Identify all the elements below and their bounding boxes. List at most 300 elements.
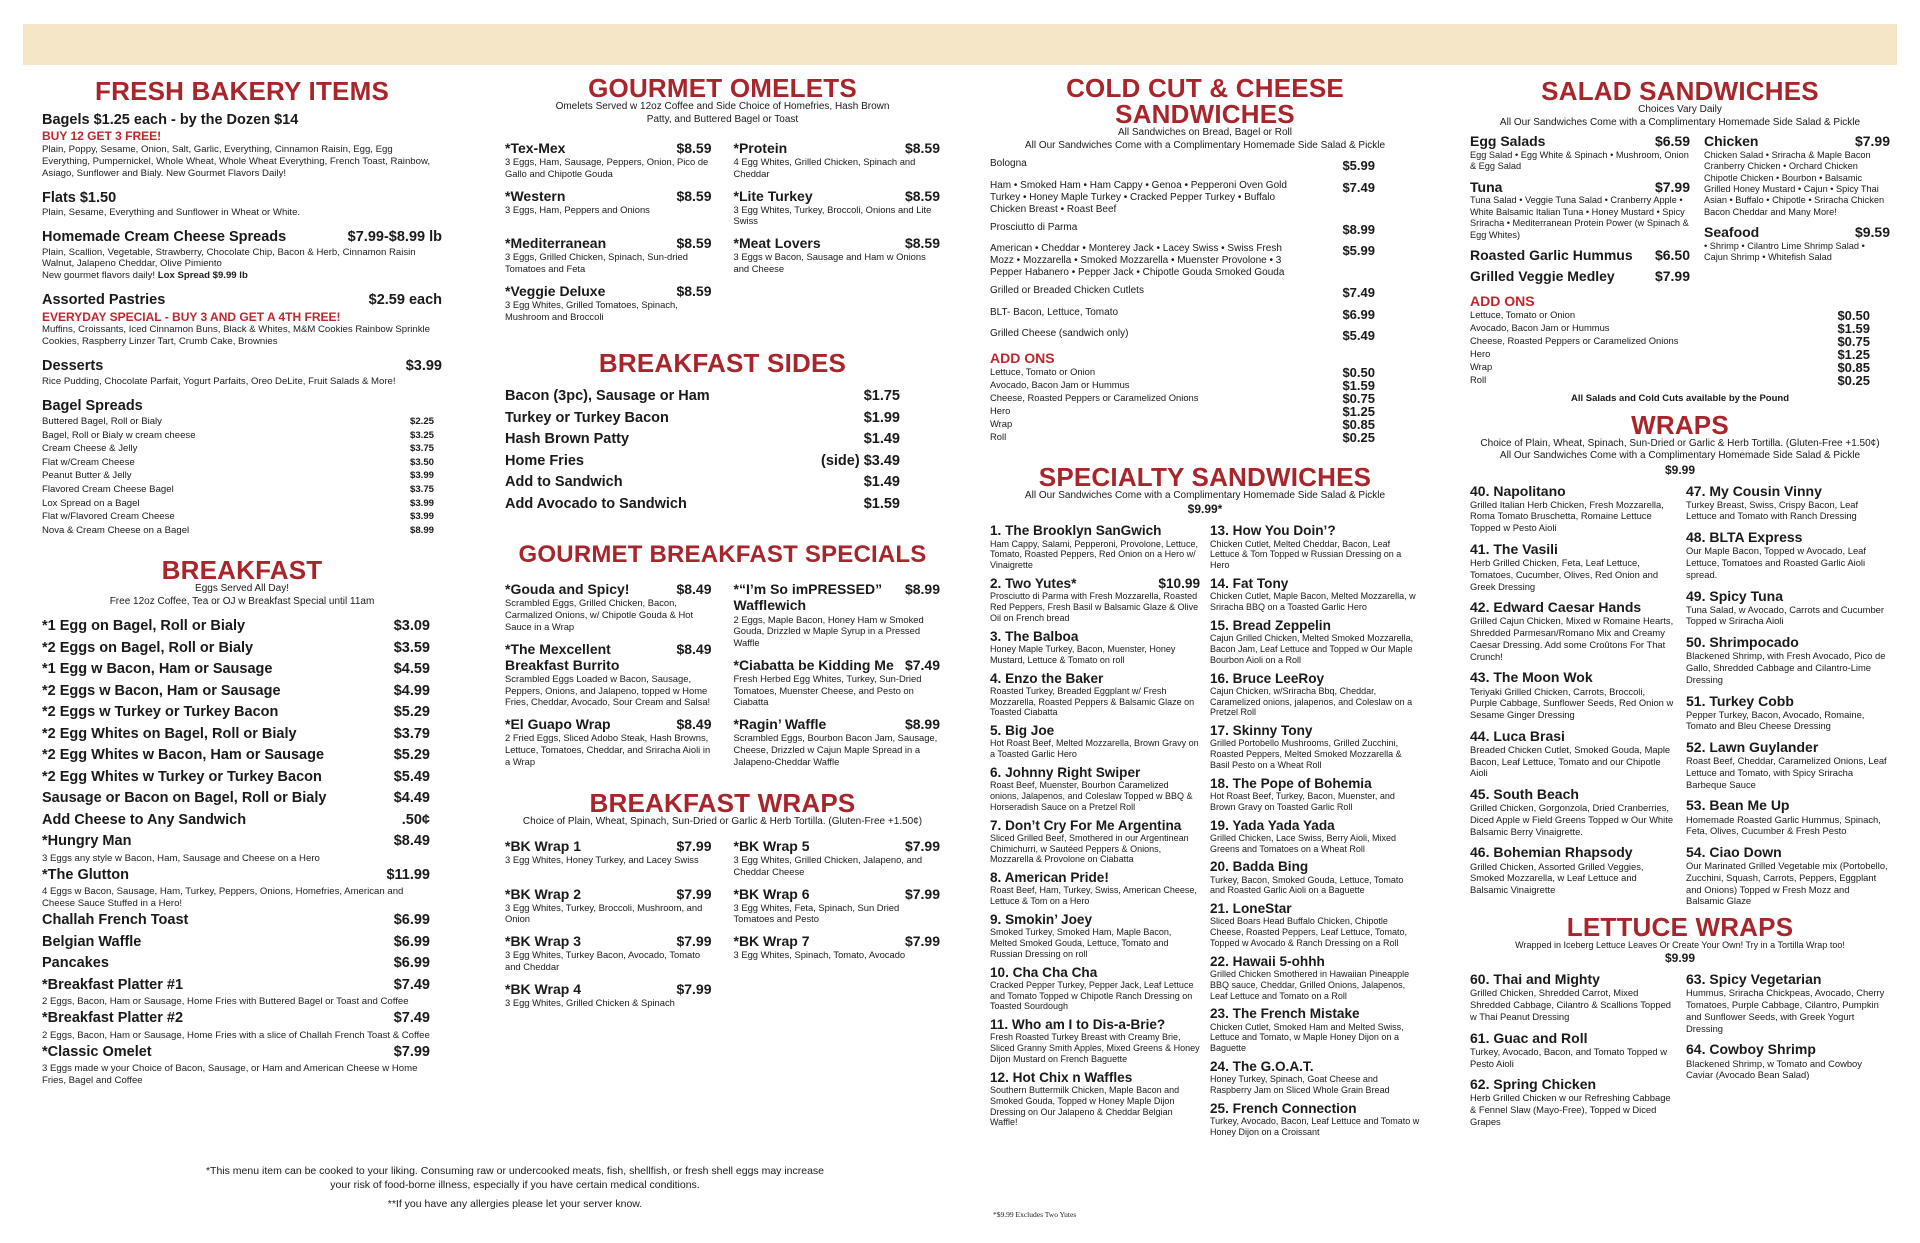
wrap-desc: Grilled Chicken, Gorgonzola, Dried Cranberries, Diced Apple w Field Greens Topped w Our White Balsamic Berry Vinaigrette.	[1470, 802, 1674, 837]
omelet-item	[505, 140, 712, 180]
breakfast-item	[42, 1042, 430, 1064]
special-name: *El Guapo Wrap	[505, 716, 611, 733]
wrap-item	[1470, 786, 1674, 837]
coldcut-item	[990, 180, 1375, 216]
specialty-name: 8. American Pride!	[990, 870, 1109, 886]
omelet-desc: 3 Egg Whites, Grilled Tomatoes, Spinach, Mushroom and Broccoli	[505, 298, 678, 322]
addon-name: Wrap	[1470, 360, 1493, 372]
salad-price: $7.99	[1654, 178, 1690, 195]
breakfast-item-price: $3.59	[393, 639, 430, 656]
side-item	[505, 472, 900, 494]
coldcut-price: $5.49	[1342, 328, 1375, 344]
specialty-desc: Grilled Chicken Smothered in Hawaiian Pineapple BBQ sauce, Cheddar, Grilled Onions, Jalapenos, Leaf Lettuce and Tomato on a Roll	[1210, 968, 1410, 1001]
specialty-desc: Honey Turkey, Spinach, Goat Cheese and Raspberry Jam on Sliced Whole Grain Bread	[1210, 1074, 1390, 1095]
breakfast-item	[42, 831, 430, 853]
bk-wrap-price: $7.99	[676, 980, 712, 997]
specialty-item	[990, 965, 1200, 1013]
breakfast-item-price: $4.59	[393, 661, 430, 678]
spread-price: $2.25	[409, 415, 434, 427]
specialty-item	[990, 576, 1200, 624]
spreads-heading	[42, 229, 442, 246]
bk-wrap-desc: 3 Egg Whites, Turkey, Broccoli, Mushroom, and Onion	[505, 901, 703, 925]
spread-name: Flat w/Flavored Cream Cheese	[42, 511, 175, 523]
coldcut-item	[990, 222, 1375, 238]
specialty-item	[990, 912, 1200, 960]
bk-wrap-name: *BK Wrap 7	[733, 933, 810, 950]
breakfast-item	[42, 638, 430, 660]
specialty-desc: Honey Maple Turkey, Bacon, Muenster, Honey Mustard, Lettuce & Tomato on roll	[990, 643, 1176, 665]
breakfast-item-price: $4.49	[393, 790, 430, 807]
coldcut-price: $5.99	[1342, 243, 1375, 259]
column-salads-wraps	[1470, 70, 1890, 1135]
side-item	[505, 494, 900, 516]
breakfast-item-name: Challah French Toast	[42, 912, 189, 929]
breakfast-item-name: Belgian Waffle	[42, 933, 142, 950]
special-item	[505, 716, 712, 767]
spread-name: Flat w/Cream Cheese	[42, 456, 135, 468]
bk-wrap-price: $7.99	[676, 933, 712, 950]
specialty-item	[990, 723, 1200, 760]
omelet-item	[505, 283, 712, 323]
specialty-desc: Cracked Pepper Turkey, Pepper Jack, Leaf Lettuce and Tomato Topped w Chipotle Ranch Dressing on Toasted Sourdough	[990, 979, 1194, 1012]
spreads-desc: Plain, Scallion, Vegetable, Strawberry, Chocolate Chip, Bacon & Herb, Cinnamon Raisin Walnut, Jalapeno Cheddar, Olive Pimiento	[42, 246, 416, 270]
specialty-desc: Chicken Cutlet, Smoked Ham and Melted Swiss, Lettuce and Tomato, w Maple Honey Dijon on a Baguette	[1210, 1021, 1404, 1054]
spread-row	[42, 497, 434, 511]
salad-item	[1470, 247, 1690, 264]
spread-row	[42, 483, 434, 497]
coldcut-price: $6.99	[1342, 306, 1375, 322]
breakfast-item	[42, 910, 430, 932]
by-the-pound-note: All Salads and Cold Cuts available by the Pound	[1570, 392, 1789, 404]
bk-wrap-price: $7.99	[904, 885, 940, 902]
flats-name: Flats $1.50	[42, 189, 117, 206]
omelet-price: $8.59	[676, 140, 712, 156]
breakfast-item-price: $3.79	[393, 725, 430, 742]
spreads-note-line	[42, 270, 442, 282]
bk-wrap-name: *BK Wrap 1	[505, 838, 581, 854]
spread-name: Nova & Cream Cheese on a Bagel	[42, 524, 190, 536]
salad-price: $6.50	[1654, 247, 1690, 264]
addon-name: Lettuce, Tomato or Onion	[990, 365, 1096, 377]
bk-wrap-name: *BK Wrap 6	[733, 885, 810, 902]
special-desc: Fresh Herbed Egg Whites, Turkey, Sun-Dried Tomatoes, Muenster Cheese, and Pesto on Ciabatta	[733, 672, 922, 708]
breakfast-item-price: $5.49	[393, 768, 430, 785]
breakfast-item-name: Pancakes	[42, 955, 109, 972]
breakfast-item	[42, 724, 430, 746]
column-sandwiches	[990, 70, 1420, 1143]
salad-desc: Chicken Salad • Sriracha & Maple Bacon Cranberry Chicken • Orchard Chicken Chipotle Chicken • Bourbon • Balsamic Grilled Honey Mustard • Cajun • Spicy Thai Asian • Buffalo • Chipotle • Sriracha Chicken Bacon Cheddar and Many More!	[1704, 149, 1885, 217]
special-desc: 2 Fried Eggs, Sliced Adobo Steak, Hash Browns, Lettuce, Tomatoes, Cheddar, and Sriracha Aioli in a Wrap	[505, 732, 711, 767]
specialty-name: 17. Skinny Tony	[1210, 723, 1313, 739]
coldcut-price: $7.49	[1342, 179, 1375, 195]
omelet-price: $8.59	[904, 187, 940, 204]
specialty-desc: Roasted Turkey, Breaded Eggplant w/ Fresh Mozzarella, Roasted Peppers & Balsamic Glaze on Toasted Ciabatta	[990, 685, 1195, 718]
spread-name: Cream Cheese & Jelly	[42, 443, 138, 455]
specialty-name: 5. Big Joe	[990, 723, 1055, 739]
breakfast-item-desc: 3 Eggs made w your Choice of Bacon, Sausage, or Ham and American Cheese w Home Fries, Bagel and Coffee	[42, 1063, 418, 1087]
spread-row	[42, 469, 434, 483]
addon-name: Avocado, Bacon Jam or Hummus	[1470, 321, 1610, 333]
bk-wrap-name: *BK Wrap 4	[505, 980, 581, 997]
salad-name: Tuna	[1470, 178, 1503, 195]
coldcut-sub1: All Sandwiches on Bread, Bagel or Roll	[1118, 127, 1292, 138]
spreads-price: $7.99-$8.99 lb	[347, 229, 442, 246]
desserts-name: Desserts	[42, 358, 104, 375]
coldcut-item	[990, 243, 1375, 279]
lettuce-wrap-item	[1686, 971, 1890, 1034]
omelet-price: $8.59	[676, 282, 712, 299]
salad-price: $7.99	[1654, 267, 1690, 284]
special-price: $8.49	[676, 581, 712, 598]
special-price: $8.99	[904, 581, 940, 598]
addon-name: Hero	[990, 404, 1011, 416]
addon-price: $0.85	[1342, 416, 1375, 432]
disclaimer-line3: **If you have any allergies please let your server know.	[387, 1198, 643, 1211]
coldcut-title2: SANDWICHES	[1115, 99, 1295, 129]
specialty-item	[1210, 1006, 1420, 1054]
bk-wrap-item	[505, 886, 712, 926]
wrap-name: 53. Bean Me Up	[1686, 797, 1790, 814]
addon-price: $1.59	[1837, 320, 1870, 336]
top-banner	[23, 24, 1897, 65]
coldcut-name: Prosciutto di Parma	[990, 221, 1078, 233]
breakfast-item	[42, 1008, 430, 1030]
specialty-desc: Grilled Portobello Mushrooms, Grilled Zucchini, Roasted Peppers, Melted Smoked Mozzarella & Basil Pesto on a Wheat Roll	[1210, 738, 1402, 770]
specialty-desc: Hot Roast Beef, Turkey, Bacon, Muenster, and Brown Gravy on Toasted Garlic Roll	[1210, 790, 1395, 812]
spread-row	[42, 524, 434, 538]
salad-item	[1704, 133, 1890, 218]
wrap-name: 48. BLTA Express	[1686, 529, 1803, 546]
spread-name: Buttered Bagel, Roll or Bialy	[42, 415, 162, 427]
omelet-price: $8.59	[904, 235, 940, 252]
spread-price: $3.99	[409, 497, 434, 509]
wrap-desc: Roast Beef, Cheddar, Caramelized Onions, Leaf Lettuce and Tomato, with Spicy Sriracha Barbeque Sauce	[1686, 755, 1887, 790]
wraps-sub1: Choice of Plain, Wheat, Spinach, Sun-Dried or Garlic & Herb Tortilla. (Gluten-Free +1.50¢)	[1480, 437, 1880, 449]
addon-row	[990, 379, 1375, 392]
bagels-heading	[42, 112, 442, 129]
addon-row	[990, 405, 1375, 418]
specialty-desc: Turkey, Bacon, Smoked Gouda, Lettuce, Tomato and Roasted Garlic Aioli on a Baguette	[1210, 874, 1404, 896]
specialty-name: 23. The French Mistake	[1210, 1006, 1360, 1022]
specialty-name: 19. Yada Yada Yada	[1210, 817, 1335, 833]
addon-price: $1.25	[1837, 346, 1870, 362]
side-name: Add to Sandwich	[505, 474, 623, 491]
bk-wraps-sub: Choice of Plain, Wheat, Spinach, Sun-Dried or Garlic & Herb Tortilla. (Gluten-Free +1.50¢)	[522, 815, 923, 827]
side-price: $1.99	[863, 409, 900, 426]
pastries-name: Assorted Pastries	[42, 292, 166, 309]
coldcut-price: $8.99	[1342, 221, 1375, 237]
omelet-name: *Protein	[733, 140, 788, 156]
wrap-name: 41. The Vasili	[1470, 540, 1558, 557]
breakfast-item-name: *2 Egg Whites w Bacon, Ham or Sausage	[42, 747, 325, 764]
bakery-title: FRESH BAKERY ITEMS	[95, 76, 389, 106]
addon-name: Wrap	[990, 417, 1013, 429]
column-bakery-breakfast	[42, 70, 442, 1087]
spreads-name: Homemade Cream Cheese Spreads	[42, 229, 287, 246]
disclaimer-line2: your risk of food-borne illness, especially if you have certain medical conditions.	[330, 1178, 700, 1191]
wrap-desc: Grilled Cajun Chicken, Mixed w Romaine Hearts, Shredded Parmesan/Romano Mix and Creamy Caesar Dressing. Add some Croûtons For That Crunch!	[1470, 615, 1674, 662]
lettuce-wrap-name: 62. Spring Chicken	[1470, 1076, 1597, 1093]
bk-wrap-price: $7.99	[904, 838, 940, 854]
spread-row	[42, 442, 434, 456]
addon-row	[990, 431, 1375, 444]
breakfast-sub1: Eggs Served All Day!	[195, 583, 289, 595]
specialty-item	[990, 870, 1200, 907]
salad-desc: • Shrimp • Cilantro Lime Shrimp Salad • Cajun Shrimp • Whitefish Salad	[1704, 241, 1865, 263]
breakfast-item-name: *2 Eggs on Bagel, Roll or Bialy	[42, 639, 254, 656]
bk-wrap-price: $7.99	[676, 838, 712, 854]
specialty-desc: Roast Beef, Ham, Turkey, Swiss, American Cheese, Lettuce & Tom on a Hero	[990, 885, 1197, 907]
salad-item	[1704, 224, 1890, 264]
side-name: Bacon (3pc), Sausage or Ham	[505, 388, 710, 405]
coldcut-name: Grilled or Breaded Chicken Cutlets	[990, 285, 1144, 297]
spread-name: Peanut Butter & Jelly	[42, 470, 132, 482]
bagels-desc: Plain, Poppy, Sesame, Onion, Salt, Garlic, Everything, Cinnamon Raisin, Egg, Egg Everything, Pumpernickel, Whole Wheat, Whole Wheat Everything, French Toast, Rainbow, Asiago, Sunflower and Bialy. New Gourmet Flavors Daily!	[42, 143, 431, 179]
omelet-item	[505, 188, 712, 228]
spread-name: Flavored Cream Cheese Bagel	[42, 484, 174, 496]
wrap-item	[1686, 529, 1890, 580]
omelet-desc: 3 Eggs, Grilled Chicken, Spinach, Sun-dried Tomatoes and Feta	[505, 251, 688, 275]
special-name: *The Mexcellent Breakfast Burrito	[505, 640, 620, 673]
specialty-desc: Grilled Chicken, Lace Swiss, Berry Aioli, Mixed Greens and Tomatoes on a Wheat Roll	[1210, 832, 1397, 854]
salad-price: $6.59	[1654, 133, 1690, 149]
breakfast-item-name: *Hungry Man	[42, 833, 132, 850]
specialty-desc: Sliced Boars Head Buffalo Chicken, Chipotle Cheese, Roasted Peppers, Leaf Lettuce, Tomato, Topped w Avocado & Ranch Dressing on a Roll	[1210, 916, 1407, 948]
addon-name: Roll	[990, 430, 1007, 442]
addon-row	[990, 418, 1375, 431]
bk-wrap-desc: 3 Egg Whites, Spinach, Tomato, Avocado	[733, 949, 906, 961]
addon-row	[1470, 309, 1870, 322]
breakfast-item-name: *1 Egg w Bacon, Ham or Sausage	[42, 661, 273, 678]
omelet-item	[734, 235, 941, 275]
wrap-name: 47. My Cousin Vinny	[1686, 482, 1822, 499]
side-name: Turkey or Turkey Bacon	[505, 409, 669, 426]
wrap-desc: Breaded Chicken Cutlet, Smoked Gouda, Maple Bacon, Leaf Lettuce, Tomato and our Chipotle Aioli	[1470, 743, 1671, 779]
special-desc: 2 Eggs, Maple Bacon, Honey Ham w Smoked Gouda, Drizzled w Maple Syrup in a Pressed Waffle	[733, 613, 924, 649]
specialty-desc: Hot Roast Beef, Melted Mozzarella, Brown Gravy on a Toasted Garlic Hero	[990, 738, 1199, 760]
breakfast-item-name: *2 Egg Whites on Bagel, Roll or Bialy	[42, 725, 297, 742]
breakfast-item	[42, 681, 430, 703]
breakfast-item-desc: 3 Eggs any style w Bacon, Ham, Sausage and Cheese on a Hero	[42, 852, 320, 864]
breakfast-item	[42, 975, 430, 997]
desserts-heading	[42, 358, 442, 375]
specialty-name: 1. The Brooklyn SanGwich	[990, 523, 1162, 539]
flats-desc: Plain, Sesame, Everything and Sunflower in Wheat or White.	[42, 207, 301, 219]
wraps-price: $9.99	[1664, 462, 1696, 477]
wrap-name: 46. Bohemian Rhapsody	[1470, 844, 1633, 861]
breakfast-item-price: $7.49	[393, 976, 430, 993]
addon-row	[1470, 374, 1870, 387]
lettuce-wrap-name: 64. Cowboy Shrimp	[1686, 1041, 1816, 1058]
bk-wraps-title: BREAKFAST WRAPS	[589, 787, 856, 818]
omelets-title: GOURMET OMELETS	[588, 73, 857, 103]
bk-wrap-desc: 3 Egg Whites, Feta, Spinach, Sun Dried Tomatoes and Pesto	[733, 901, 900, 925]
wrap-desc: Pepper Turkey, Bacon, Avocado, Romaine, Tomato and Bleu Cheese Dressing	[1686, 708, 1865, 732]
bk-wrap-name: *BK Wrap 2	[505, 885, 581, 902]
wrap-item	[1470, 599, 1674, 662]
bk-wrap-name: *BK Wrap 3	[505, 933, 581, 950]
lettuce-price: $9.99	[1664, 951, 1696, 966]
side-name: Hash Brown Patty	[505, 431, 630, 448]
specialty-item	[1210, 671, 1420, 719]
bagel-spreads-heading	[42, 398, 442, 415]
breakfast-item-name: *1 Egg on Bagel, Roll or Bialy	[42, 618, 246, 635]
spread-price: $3.99	[409, 511, 434, 523]
addon-price: $1.25	[1342, 403, 1375, 419]
specialty-desc: Prosciutto di Parma with Fresh Mozzarella, Roasted Red Peppers, Fresh Basil w Balsamic Glaze & Olive Oil on French bread	[990, 591, 1199, 623]
breakfast-item	[42, 767, 430, 789]
specialty-item	[1210, 859, 1420, 896]
salad-item	[1470, 268, 1690, 285]
salad-item	[1470, 133, 1690, 173]
bk-wrap-price: $7.99	[904, 933, 940, 950]
salad-desc: Egg Salad • Egg White & Spinach • Mushroom, Onion & Egg Salad	[1470, 149, 1689, 172]
omelet-name: *Meat Lovers	[733, 235, 821, 252]
breakfast-item-name: *2 Egg Whites w Turkey or Turkey Bacon	[42, 768, 322, 785]
bk-wrap-price: $7.99	[676, 885, 712, 902]
specialty-item	[1210, 776, 1420, 813]
spread-row	[42, 510, 434, 524]
wrap-item	[1686, 739, 1890, 790]
specialty-name: 21. LoneStar	[1210, 901, 1292, 917]
lettuce-title: LETTUCE WRAPS	[1566, 912, 1794, 943]
addon-row	[1470, 335, 1870, 348]
specialty-item	[1210, 1059, 1420, 1096]
spread-price: $3.75	[409, 484, 434, 496]
specialty-title: SPECIALTY SANDWICHES	[1038, 461, 1372, 492]
specialty-name: 24. The G.O.A.T.	[1210, 1058, 1314, 1074]
lettuce-wrap-desc: Blackened Shrimp, w Tomato and Cowboy Caviar (Avocado Bean Salad)	[1686, 1057, 1862, 1081]
breakfast-item-price: $5.29	[393, 704, 430, 721]
wraps-sub2: All Our Sandwiches Come with a Complimentary Homemade Side Salad & Pickle	[1499, 450, 1861, 462]
special-item	[734, 581, 941, 648]
wrap-item	[1686, 588, 1890, 628]
coldcut-item	[990, 158, 1375, 174]
wrap-name: 49. Spicy Tuna	[1686, 587, 1783, 604]
side-name: Add Avocado to Sandwich	[505, 495, 687, 512]
specialty-desc: Fresh Roasted Turkey Breast with Creamy Brie, Sliced Granny Smith Apples, Mixed Greens & Honey Dijon Mustard on French Baguette	[990, 1032, 1200, 1064]
breakfast-item-price: $8.49	[393, 833, 430, 850]
bk-wrap-desc: 3 Egg Whites, Grilled Chicken, Jalapeno, and Cheddar Cheese	[733, 854, 923, 877]
omelet-desc: 4 Egg Whites, Grilled Chicken, Spinach and Cheddar	[733, 156, 916, 179]
coldcut-name: Ham • Smoked Ham • Ham Cappy • Genoa • Pepperoni Oven Gold Turkey • Honey Maple Turkey • Cracked Pepper Turkey • Buffalo Chicken Breast • Roast Beef	[990, 179, 1287, 215]
addon-price: $0.25	[1837, 372, 1870, 388]
wrap-desc: Our Marinated Grilled Vegetable mix (Portobello, Zucchini, Squash, Carrots, Peppers, Eggplant and Onions) Topped w Fresh Mozz and Balsamic Glaze	[1686, 860, 1888, 907]
specialty-item-price: $10.99	[1158, 576, 1200, 592]
special-price: $7.49	[904, 656, 940, 673]
coldcut-price: $5.99	[1342, 158, 1375, 173]
breakfast-item-price: $7.99	[393, 1043, 430, 1060]
coldcut-item	[990, 307, 1375, 323]
lettuce-wrap-desc: Turkey, Avocado, Bacon, and Tomato Topped w Pesto Aioli	[1470, 1045, 1667, 1069]
wrap-desc: Herb Grilled Chicken, Feta, Leaf Lettuce, Tomatoes, Cucumber, Olives, Red Onion and Greek Dressing	[1470, 557, 1659, 592]
specialty-item	[990, 1017, 1200, 1065]
bagel-spreads-title: Bagel Spreads	[42, 397, 143, 414]
spread-price: $3.99	[409, 470, 434, 482]
lettuce-wrap-item	[1470, 971, 1674, 1022]
addon-name: Lettuce, Tomato or Onion	[1470, 308, 1576, 320]
specialty-name: 20. Badda Bing	[1210, 859, 1309, 875]
specialty-name: 15. Bread Zeppelin	[1210, 617, 1331, 633]
wrap-desc: Grilled Italian Herb Chicken, Fresh Mozzarella, Roma Tomato Bruschetta, Romaine Lettuce Topped w Pesto Aioli	[1470, 498, 1664, 534]
wrap-desc: Tuna Salad, w Avocado, Carrots and Cucumber Topped w Sriracha Aioli	[1686, 603, 1885, 627]
breakfast-item-name: *The Glutton	[42, 866, 129, 883]
specialty-name: 3. The Balboa	[990, 628, 1079, 644]
breakfast-item-desc: 2 Eggs, Bacon, Ham or Sausage, Home Fries with a slice of Challah French Toast & Coffee	[42, 1029, 430, 1041]
coldcut-item	[990, 285, 1375, 301]
wrap-item	[1686, 483, 1890, 523]
specialty-desc: Sliced Grilled Beef, Smothered in our Argentinean Chimichurri, w Sautéed Peppers & Onions, Mozzarella & Provolone on Ciabatta	[990, 832, 1189, 865]
breakfast-item-price: $7.49	[393, 1010, 430, 1027]
coldcut-name: Bologna	[990, 158, 1027, 169]
wrap-desc: Blackened Shrimp, with Fresh Avocado, Pico de Gallo, Shredded Cabbage and Cilantro-Lime Dressing	[1686, 650, 1886, 685]
omelet-name: *Lite Turkey	[733, 187, 813, 204]
desserts-desc: Rice Pudding, Chocolate Parfait, Yogurt Parfaits, Oreo DeLite, Fruit Salads & More!	[42, 375, 396, 387]
side-item	[505, 386, 900, 408]
addon-name: Cheese, Roasted Peppers or Caramelized Onions	[990, 391, 1199, 403]
coldcut-price: $7.49	[1342, 285, 1375, 301]
desserts-price: $3.99	[405, 358, 442, 375]
special-price: $8.49	[676, 640, 712, 657]
specialty-item	[1210, 1101, 1420, 1138]
lettuce-wrap-name: 63. Spicy Vegetarian	[1686, 971, 1822, 988]
two-yutes-footnote: *$9.99 Excludes Two Yutes	[993, 1210, 1077, 1219]
wrap-item	[1686, 693, 1890, 733]
side-price: $1.49	[863, 431, 900, 448]
salad-name: Egg Salads	[1470, 133, 1546, 149]
wrap-desc: Homemade Roasted Garlic Hummus, Spinach, Feta, Olives, Cucumber & Fresh Pesto	[1686, 813, 1881, 837]
wrap-desc: Grilled Chicken, Assorted Grilled Veggies, Smoked Mozzarella, w Leaf Lettuce and Balsamic Vinaigrette	[1470, 860, 1644, 896]
lettuce-wrap-name: 60. Thai and Mighty	[1470, 971, 1600, 988]
pastries-price: $2.59 each	[368, 292, 442, 309]
breakfast-item	[42, 865, 430, 887]
specialty-item	[1210, 901, 1420, 949]
addon-price: $0.25	[1342, 429, 1375, 445]
specialty-name: 18. The Pope of Bohemia	[1210, 775, 1372, 791]
omelet-price: $8.59	[676, 187, 712, 204]
salad-title: SALAD SANDWICHES	[1541, 76, 1819, 106]
breakfast-item-price: $11.99	[386, 866, 430, 883]
wrap-name: 43. The Moon Wok	[1470, 669, 1593, 686]
breakfast-item	[42, 953, 430, 975]
wrap-name: 45. South Beach	[1470, 786, 1579, 803]
salad-desc: Tuna Salad • Veggie Tuna Salad • Cranberry Apple • White Balsamic Italian Tuna • Honey Mustard • Spicy Sriracha • Mediterranean Protein Power (w Spinach & Egg Whites)	[1470, 195, 1689, 240]
addon-name: Avocado, Bacon Jam or Hummus	[990, 378, 1130, 390]
special-name: *“I’m So imPRESSED” Wafflewich	[733, 581, 883, 614]
specialty-name: 13. How You Doin’?	[1210, 523, 1336, 539]
specialty-name: 6. Johnny Right Swiper	[990, 764, 1141, 780]
omelet-price: $8.59	[676, 235, 712, 252]
specialty-price: $9.99*	[1187, 502, 1223, 517]
breakfast-item-desc: 4 Eggs w Bacon, Sausage, Ham, Turkey, Peppers, Onions, Homefries, American and Cheese Sauce Stuffed in a Hero!	[42, 886, 404, 910]
specialty-item	[1210, 618, 1420, 666]
breakfast-item-name: *Breakfast Platter #2	[42, 1010, 184, 1027]
coldcut-sub2: All Our Sandwiches Come with a Complimentary Homemade Side Salad & Pickle	[1024, 139, 1386, 151]
breakfast-item	[42, 745, 430, 767]
wrap-item	[1470, 844, 1674, 895]
bk-wrap-item	[505, 933, 712, 973]
spread-price: $3.50	[409, 456, 434, 468]
specialty-item	[990, 1070, 1200, 1128]
omelet-name: *Mediterranean	[505, 235, 607, 252]
specialty-item	[1210, 576, 1420, 613]
coldcut-addons-title: ADD ONS	[990, 349, 1055, 366]
pastries-heading	[42, 292, 442, 309]
wraps-title: WRAPS	[1631, 409, 1729, 440]
breakfast-item-price: $3.09	[393, 618, 430, 635]
special-name: *Gouda and Spicy!	[505, 581, 630, 598]
specialty-desc: Southern Buttermilk Chicken, Maple Bacon and Smoked Gouda, Topped w Honey Maple Dijon Dressing on Our Jalapeno & Cheddar Belgian Waffle!	[990, 1085, 1180, 1128]
